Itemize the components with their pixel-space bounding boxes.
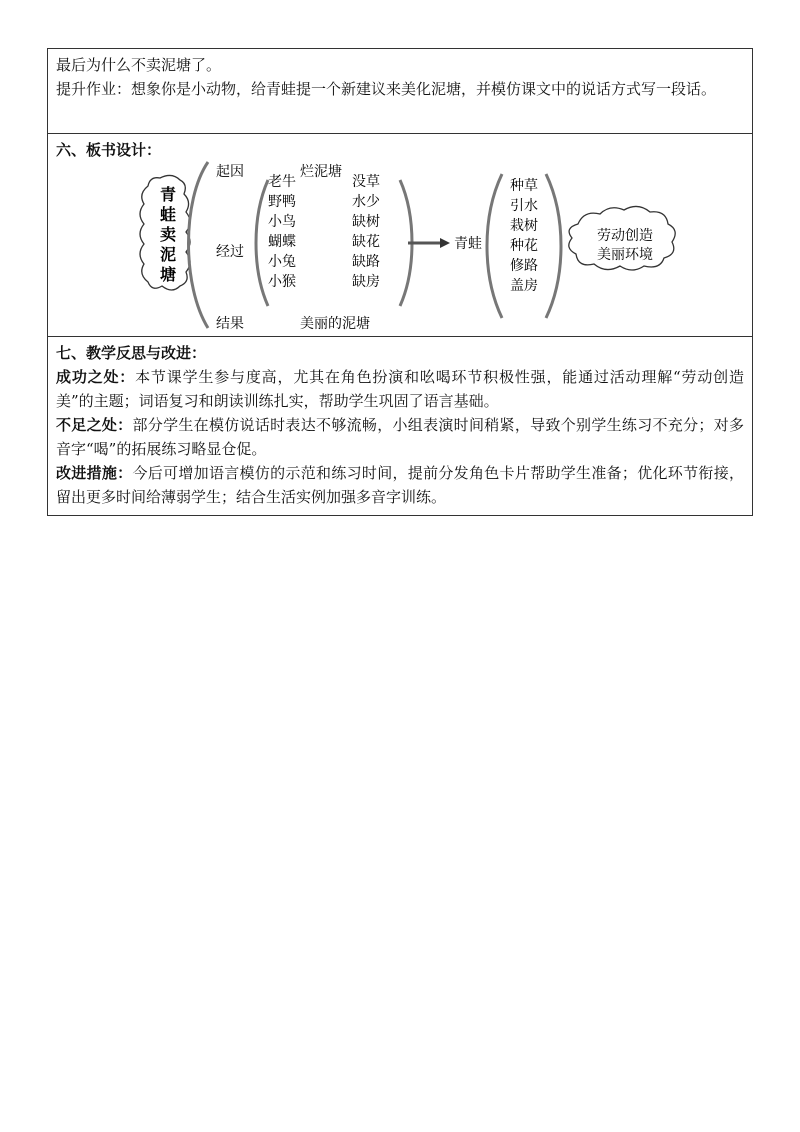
action-label: 种草 bbox=[510, 178, 538, 194]
action-label: 盖房 bbox=[510, 278, 538, 294]
main-title-char: 卖 bbox=[159, 225, 177, 244]
shortcoming-paragraph bbox=[56, 413, 744, 461]
stage-start-label: 起因 bbox=[216, 164, 244, 180]
improve-text: 今后可增加语言模仿的示范和练习时间，提前分发角色卡片帮助学生准备；优化环节衔接，留出更多时间给薄弱学生；结合生活实例加强多音字训练。 bbox=[56, 464, 744, 506]
problem-label: 缺花 bbox=[352, 234, 380, 250]
animal-label: 蝴蝶 bbox=[268, 234, 296, 250]
actions-left-bracket bbox=[487, 174, 502, 318]
success-label: 成功之处： bbox=[56, 368, 136, 386]
section-5-cell bbox=[48, 49, 752, 134]
problem-label: 缺树 bbox=[352, 214, 380, 230]
section-6-title: 六、板书设计： bbox=[56, 141, 162, 159]
action-label: 种花 bbox=[510, 238, 538, 254]
action-label: 栽树 bbox=[510, 218, 538, 234]
problem-label: 水少 bbox=[352, 194, 380, 210]
problem-label: 缺房 bbox=[352, 274, 380, 290]
action-label: 引水 bbox=[510, 198, 538, 214]
main-title-char: 塘 bbox=[159, 265, 177, 284]
success-text: 本节课学生参与度高，尤其在角色扮演和吆喝环节积极性强，能通过活动理解“劳动创造美”的主题；词语复习和朗读训练扎实，帮助学生巩固了语言基础。 bbox=[56, 368, 744, 410]
conclusion-line-1: 劳动创造 bbox=[597, 228, 653, 244]
start-text: 烂泥塘 bbox=[300, 164, 342, 180]
conclusion-line-2: 美丽环境 bbox=[597, 247, 653, 263]
arrow-head-icon bbox=[440, 238, 450, 248]
question-line: 最后为什么不卖泥塘了。 bbox=[56, 56, 222, 74]
section-7-title: 七、教学反思与改进： bbox=[56, 344, 207, 362]
animal-label: 小兔 bbox=[268, 254, 296, 270]
homework-text: 想象你是小动物，给青蛙提一个新建议来美化泥塘，并模仿课文中的说话方式写一段话。 bbox=[131, 80, 717, 98]
animal-label: 小鸟 bbox=[268, 214, 296, 230]
animal-label: 老牛 bbox=[268, 174, 296, 190]
blackboard-design-diagram bbox=[56, 160, 746, 336]
animal-problem-rows bbox=[268, 173, 380, 290]
success-paragraph bbox=[56, 365, 744, 413]
main-title-char: 泥 bbox=[159, 245, 177, 264]
animal-label: 小猴 bbox=[268, 274, 296, 290]
end-text: 美丽的泥塘 bbox=[300, 316, 370, 332]
main-title-char: 青 bbox=[159, 185, 177, 204]
frog-label: 青蛙 bbox=[454, 236, 482, 252]
main-title-char: 蛙 bbox=[159, 205, 177, 224]
homework-paragraph bbox=[56, 77, 744, 101]
improve-label: 改进措施： bbox=[56, 464, 133, 482]
lesson-plan-table bbox=[47, 48, 753, 516]
shortcoming-text: 部分学生在模仿说话时表达不够流畅，小组表演时间稍紧，导致个别学生练习不充分；对多音字“喝”的拓展练习略显仓促。 bbox=[56, 416, 744, 458]
problem-label: 缺路 bbox=[352, 254, 380, 270]
inner-left-bracket bbox=[256, 180, 268, 306]
actions-right-bracket bbox=[546, 174, 561, 318]
animal-label: 野鸭 bbox=[268, 194, 296, 210]
shortcoming-label: 不足之处： bbox=[56, 416, 133, 434]
problem-label: 没草 bbox=[352, 174, 380, 190]
stage-process-label: 经过 bbox=[216, 244, 244, 260]
action-list bbox=[510, 178, 538, 294]
homework-label: 提升作业： bbox=[56, 80, 132, 98]
improve-paragraph bbox=[56, 461, 744, 509]
outer-left-bracket bbox=[189, 162, 209, 328]
section-6-cell bbox=[48, 134, 752, 337]
section-7-cell bbox=[48, 337, 752, 515]
stage-end-label: 结果 bbox=[216, 316, 244, 332]
action-label: 修路 bbox=[510, 258, 538, 274]
